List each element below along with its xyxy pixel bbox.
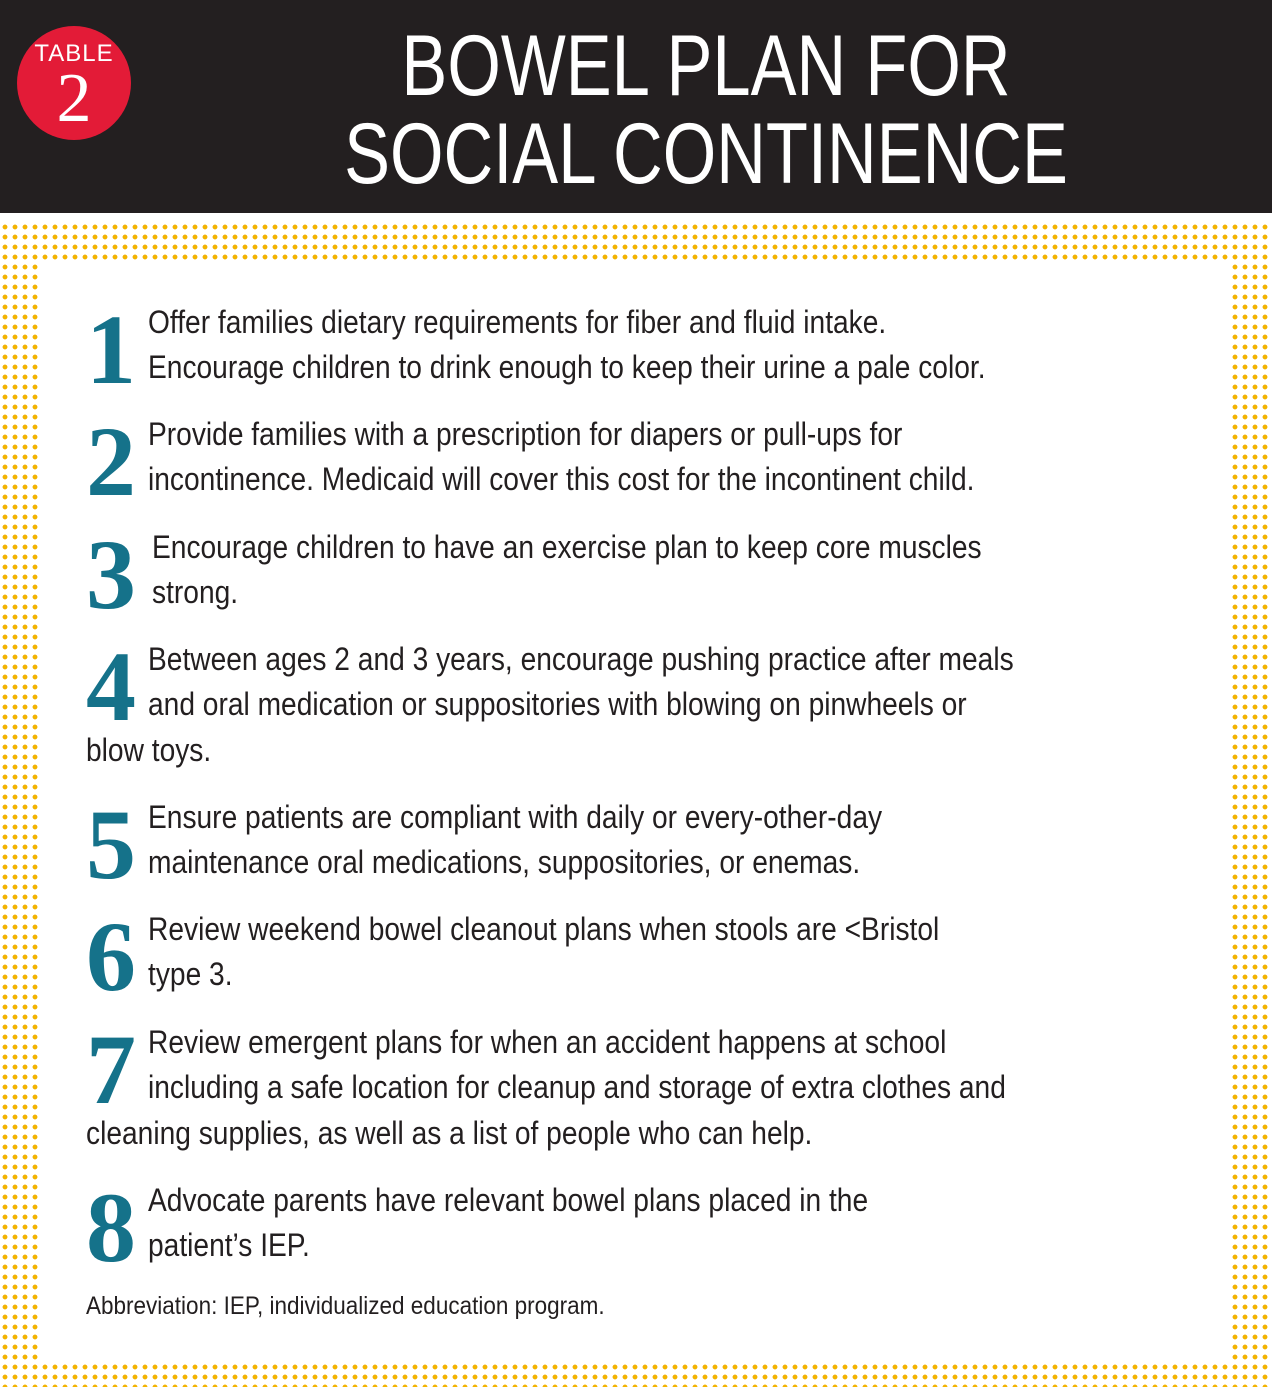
item-text-line: Advocate parents have relevant bowel plans placed in the [148, 1182, 869, 1218]
item-text-line: type 3. [148, 956, 233, 992]
item-text-line: incontinence. Medicaid will cover this cost for the incontinent child. [148, 461, 975, 497]
title-line-2: SOCIAL CONTINENCE [344, 106, 1068, 202]
table-badge [17, 26, 131, 140]
item-text-line: cleaning supplies, as well as a list of people who can help. [86, 1115, 813, 1151]
item-number: 6 [86, 901, 136, 1012]
table-header [0, 0, 1272, 213]
item-text-line: Offer families dietary requirements for fiber and fluid intake. [148, 304, 887, 340]
item-text-line: Encourage children to drink enough to keep their urine a pale color. [148, 349, 986, 385]
item-text-line: Review emergent plans for when an accident happens at school [148, 1024, 947, 1060]
item-text-line: Encourage children to have an exercise plan to keep core muscles [152, 529, 982, 565]
page-title [253, 18, 1159, 202]
item-number: 8 [86, 1172, 136, 1283]
item-number: 4 [86, 631, 136, 742]
item-number: 5 [86, 789, 136, 900]
badge-number: 2 [56, 60, 92, 137]
item-number: 3 [86, 519, 136, 630]
badge-label: TABLE [34, 40, 114, 67]
footnote: Abbreviation: IEP, individualized education program. [86, 1292, 605, 1320]
item-text-line: Ensure patients are compliant with daily or every-other-day [148, 799, 883, 835]
item-number: 1 [86, 294, 136, 405]
item-text-line: and oral medication or suppositories with blowing on pinwheels or [148, 686, 967, 722]
item-number: 2 [86, 406, 136, 517]
item-text-line: patient’s IEP. [148, 1227, 310, 1263]
item-text-line: Between ages 2 and 3 years, encourage pushing practice after meals [148, 641, 1014, 677]
title-line-1: BOWEL PLAN FOR [401, 18, 1011, 114]
item-text-line: including a safe location for cleanup and storage of extra clothes and [148, 1069, 1006, 1105]
item-text-line: Review weekend bowel cleanout plans when stools are <Bristol [148, 911, 940, 947]
item-text-line: maintenance oral medications, suppositories, or enemas. [148, 844, 861, 880]
item-text-line: blow toys. [86, 732, 212, 768]
item-number: 7 [86, 1014, 136, 1125]
item-text-line: Provide families with a prescription for diapers or pull-ups for [148, 416, 903, 452]
item-text-line: strong. [152, 574, 239, 610]
